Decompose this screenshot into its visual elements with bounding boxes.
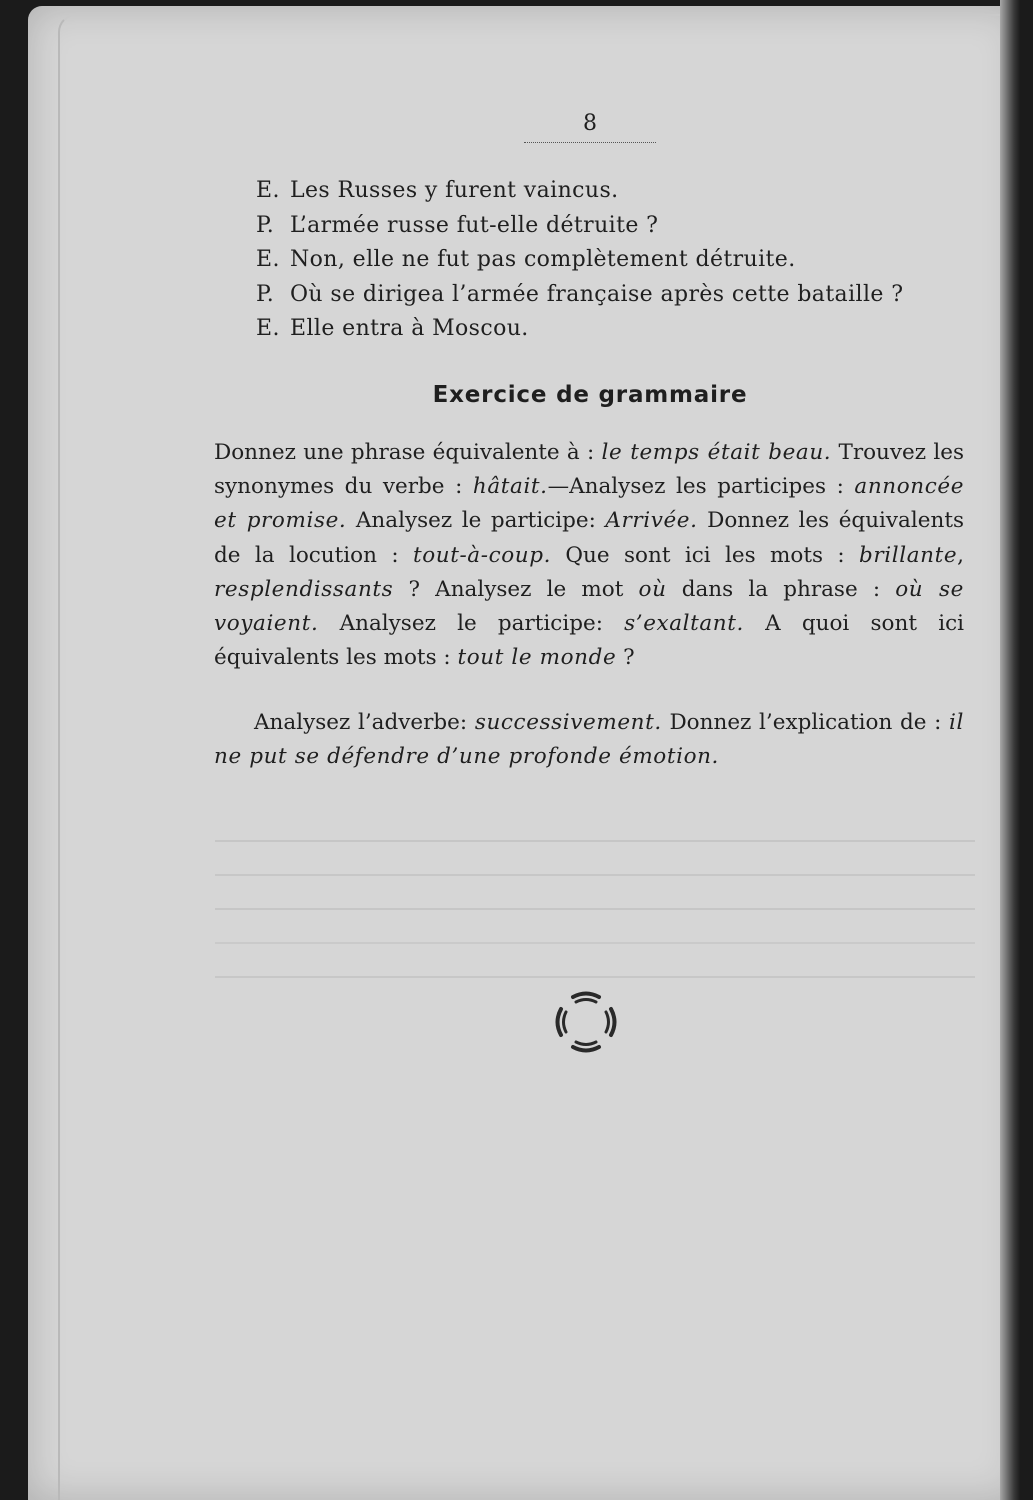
italic-phrase: resplendissants xyxy=(214,576,394,602)
italic-phrase: successivement. xyxy=(474,710,662,735)
dialogue-text: Elle entra à Moscou. xyxy=(290,316,529,341)
page-number: 8 xyxy=(524,110,656,143)
italic-phrase: annoncée et promise. xyxy=(214,474,965,534)
text-run: A quoi sont ici équivalents les mots : xyxy=(214,611,964,671)
dialogue-speaker: P. xyxy=(256,281,275,307)
dialogue-text: Les Russes y furent vaincus. xyxy=(290,178,619,203)
text-run: ? Analysez le mot xyxy=(393,576,639,602)
text-run: Donnez une phrase équivalente à : xyxy=(214,440,602,465)
text-run: Que sont ici les mots : xyxy=(551,542,860,568)
dialogue-speaker: E. xyxy=(256,178,280,203)
italic-phrase: tout-à-coup. xyxy=(412,542,552,568)
text-run: Analysez le participe: xyxy=(318,611,625,637)
dialogue-line xyxy=(256,312,976,347)
dialogue-speaker: P. xyxy=(256,212,275,238)
book-gutter xyxy=(1000,0,1020,1500)
exercise-paragraph-1 xyxy=(214,436,964,675)
dialogue-text: Où se dirigea l’armée française après cette bataille ? xyxy=(290,281,904,307)
text-run: Analysez l’adverbe: xyxy=(254,710,475,735)
italic-phrase: il ne put se défendre d’une profonde émotion. xyxy=(214,710,964,770)
text-run: , xyxy=(957,542,964,568)
dialogue-line xyxy=(256,243,976,278)
italic-phrase: s’exaltant. xyxy=(624,611,744,637)
dialogue-text: Non, elle ne fut pas complètement détruite. xyxy=(290,247,796,272)
italic-phrase: Arrivée. xyxy=(605,508,698,534)
text-run: ? xyxy=(616,645,635,671)
italic-phrase: hâtait. xyxy=(472,474,548,500)
dialogue-speaker: E. xyxy=(256,316,280,341)
dialogue-line xyxy=(256,278,976,313)
italic-phrase: le temps était beau. xyxy=(601,440,832,465)
text-run: Donnez l’explication de : xyxy=(661,710,950,735)
italic-phrase: où xyxy=(638,576,667,602)
dialogue-line xyxy=(256,174,976,209)
dialogue-speaker: E. xyxy=(256,247,280,272)
circular-ornament-icon xyxy=(551,987,621,1057)
dialogue-text: L’armée russe fut-elle détruite ? xyxy=(290,212,659,238)
text-run: dans la phrase : xyxy=(666,576,896,602)
text-run: Analysez le participe: xyxy=(346,508,606,534)
italic-phrase: tout le monde xyxy=(457,645,617,671)
dialogue-line xyxy=(256,209,976,244)
section-heading: Exercice de grammaire xyxy=(432,382,748,408)
exercise-paragraph-2 xyxy=(214,706,964,774)
italic-phrase: brillante xyxy=(859,542,958,568)
text-run: Donnez les équivalents de la locution : xyxy=(214,508,964,568)
text-run: Trouvez les synonymes du verbe : xyxy=(214,440,964,500)
text-run: —Analysez les participes : xyxy=(547,474,855,500)
dialogue-list xyxy=(256,174,976,347)
italic-phrase: où se voyaient. xyxy=(214,576,964,637)
